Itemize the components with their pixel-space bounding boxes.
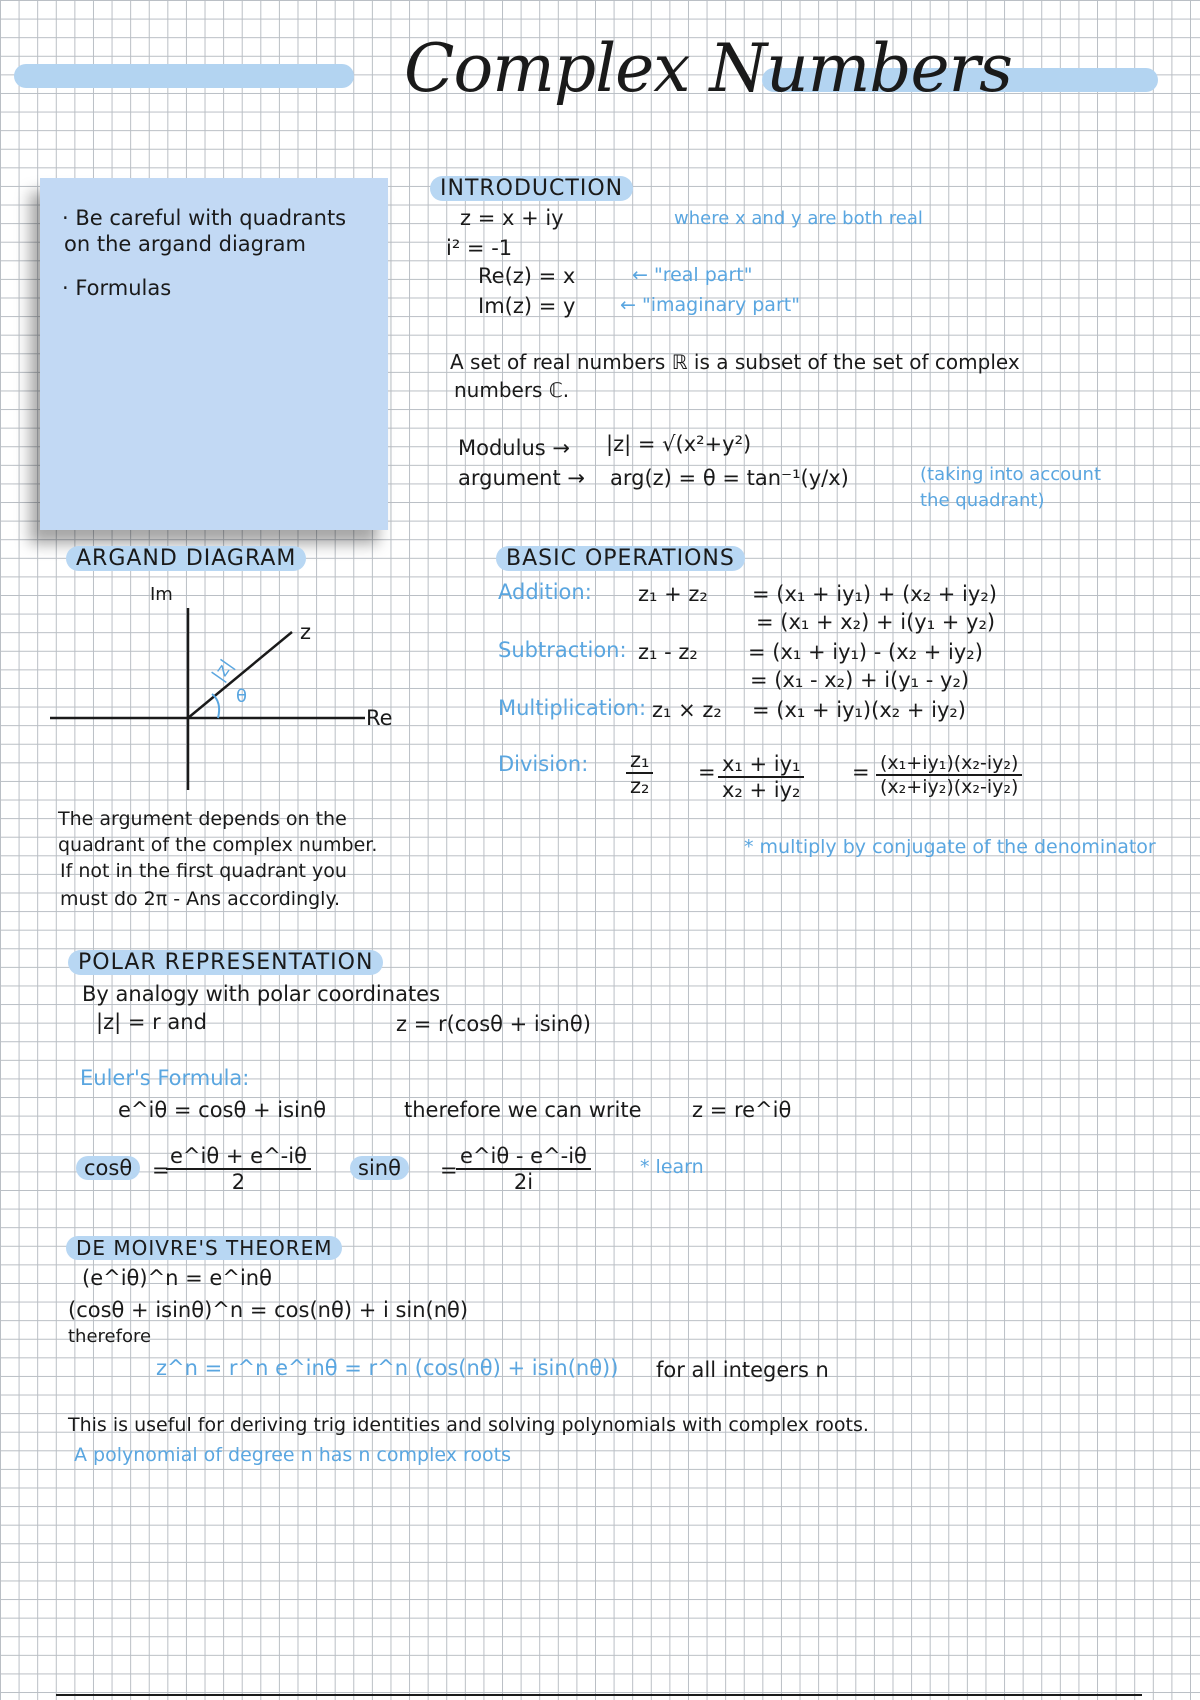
intro-argument-label: argument → <box>458 466 585 490</box>
intro-modulus-expr: |z| = √(x²+y²) <box>606 432 752 456</box>
ops-div-f2-den: (x₂+iy₂)(x₂-iy₂) <box>880 776 1019 798</box>
ops-sub-label: Subtraction: <box>498 638 627 662</box>
ops-sub-r2: = (x₁ - x₂) + i(y₁ - y₂) <box>750 668 970 692</box>
ops-div-note: * multiply by conjugate of the denominator <box>744 836 1156 858</box>
ops-mul-lhs: z₁ × z₂ <box>652 698 722 722</box>
euler-label: Euler's Formula: <box>80 1066 250 1090</box>
argand-re-label: Re <box>366 706 393 730</box>
demoivre-for-all: for all integers n <box>656 1358 829 1382</box>
page-bottom-rule <box>56 1694 1142 1696</box>
sin-frac <box>456 1144 591 1194</box>
sin-lhs: sinθ <box>350 1156 409 1180</box>
argand-diagram <box>40 580 420 800</box>
polar-z-exp: z = re^iθ <box>692 1098 792 1122</box>
title-highlight-left <box>14 64 354 88</box>
ops-div-frac-2 <box>876 752 1022 798</box>
intro-argument-note-1: (taking into account <box>920 464 1102 485</box>
intro-argument-expr: arg(z) = θ = tan⁻¹(y/x) <box>610 466 849 490</box>
sticky-note <box>40 178 388 530</box>
page-title: Complex Numbers <box>404 30 1013 107</box>
ops-div-label: Division: <box>498 752 589 776</box>
ops-div-f1-den: x₂ + iy₂ <box>722 778 801 802</box>
intro-im: Im(z) = y <box>478 294 576 318</box>
intro-re-note: ← "real part" <box>632 264 753 286</box>
polar-learn: * learn <box>640 1156 704 1178</box>
demoivre-formula: z^n = r^n e^inθ = r^n (cos(nθ) + isin(nθ)) <box>156 1356 619 1380</box>
ops-add-r1: = (x₁ + iy₁) + (x₂ + iy₂) <box>752 582 997 606</box>
cos-eq: = <box>152 1158 170 1182</box>
argand-z-label: z <box>300 620 312 644</box>
intro-im-note: ← "imaginary part" <box>620 294 800 316</box>
demoivre-line-1: (e^iθ)^n = e^inθ <box>82 1266 272 1290</box>
ops-div-lhs <box>626 748 653 798</box>
intro-modulus-label: Modulus → <box>458 436 570 460</box>
intro-argument-note-2: the quadrant) <box>920 490 1045 511</box>
polar-heading: POLAR REPRESENTATION <box>68 950 383 975</box>
argand-modulus-label: |z| <box>207 655 238 686</box>
sticky-line-3: · Formulas <box>62 276 172 300</box>
argand-note-2: quadrant of the complex number. <box>58 834 378 856</box>
intro-i-squared: i² = -1 <box>446 236 513 260</box>
sin-den: 2i <box>513 1170 534 1194</box>
demoivre-therefore: therefore <box>68 1326 152 1347</box>
ops-div-f1-num: x₁ + iy₁ <box>718 752 804 778</box>
argand-theta-label: θ <box>236 686 248 707</box>
demoivre-heading: DE MOIVRE'S THEOREM <box>66 1236 342 1260</box>
sin-num: e^iθ - e^-iθ <box>456 1144 591 1170</box>
cos-frac <box>166 1144 311 1194</box>
demoivre-useful: This is useful for deriving trig identities and solving polynomials with complex roots. <box>68 1414 869 1436</box>
ops-div-eq2: = <box>852 760 870 784</box>
argand-note-3: If not in the first quadrant you <box>60 860 347 882</box>
ops-mul-label: Multiplication: <box>498 696 647 720</box>
demoivre-poly: A polynomial of degree n has n complex roots <box>74 1444 511 1466</box>
polar-line-1: By analogy with polar coordinates <box>82 982 441 1006</box>
polar-therefore: therefore we can write <box>404 1098 642 1122</box>
intro-z-note: where x and y are both real <box>674 208 923 229</box>
ops-heading: BASIC OPERATIONS <box>496 546 745 571</box>
intro-subset-1: A set of real numbers ℝ is a subset of the set of complex <box>450 350 1020 374</box>
argand-heading: ARGAND DIAGRAM <box>66 546 306 571</box>
argand-im-label: Im <box>150 584 173 605</box>
cos-lhs: cosθ <box>76 1156 140 1180</box>
cos-num: e^iθ + e^-iθ <box>166 1144 311 1170</box>
intro-subset-2: numbers ℂ. <box>454 378 570 402</box>
ops-sub-lhs: z₁ - z₂ <box>638 640 698 664</box>
argand-note-4: must do 2π - Ans accordingly. <box>60 888 341 910</box>
euler-formula: e^iθ = cosθ + isinθ <box>118 1098 327 1122</box>
ops-add-r2: = (x₁ + x₂) + i(y₁ + y₂) <box>756 610 996 634</box>
sin-eq: = <box>440 1158 458 1182</box>
intro-heading: INTRODUCTION <box>430 176 633 201</box>
ops-add-label: Addition: <box>498 580 592 604</box>
intro-z-def: z = x + iy <box>460 206 564 230</box>
sticky-line-1: · Be careful with quadrants <box>62 206 347 230</box>
argand-note-1: The argument depends on the <box>58 808 347 830</box>
ops-div-f2-num: (x₁+iy₁)(x₂-iy₂) <box>876 752 1022 776</box>
ops-div-frac-1 <box>718 752 804 802</box>
sticky-line-2: on the argand diagram <box>64 232 306 256</box>
demoivre-line-2: (cosθ + isinθ)^n = cos(nθ) + i sin(nθ) <box>68 1298 469 1322</box>
ops-mul-r1: = (x₁ + iy₁)(x₂ + iy₂) <box>752 698 966 722</box>
intro-re: Re(z) = x <box>478 264 576 288</box>
ops-div-eq1: = <box>698 760 716 784</box>
cos-den: 2 <box>231 1170 246 1194</box>
ops-sub-r1: = (x₁ + iy₁) - (x₂ + iy₂) <box>748 640 983 664</box>
ops-add-lhs: z₁ + z₂ <box>638 582 708 606</box>
polar-line-2a: |z| = r and <box>96 1010 207 1034</box>
ops-div-den: z₂ <box>630 774 650 798</box>
polar-line-2b: z = r(cosθ + isinθ) <box>396 1012 591 1036</box>
ops-div-num: z₁ <box>626 748 653 774</box>
